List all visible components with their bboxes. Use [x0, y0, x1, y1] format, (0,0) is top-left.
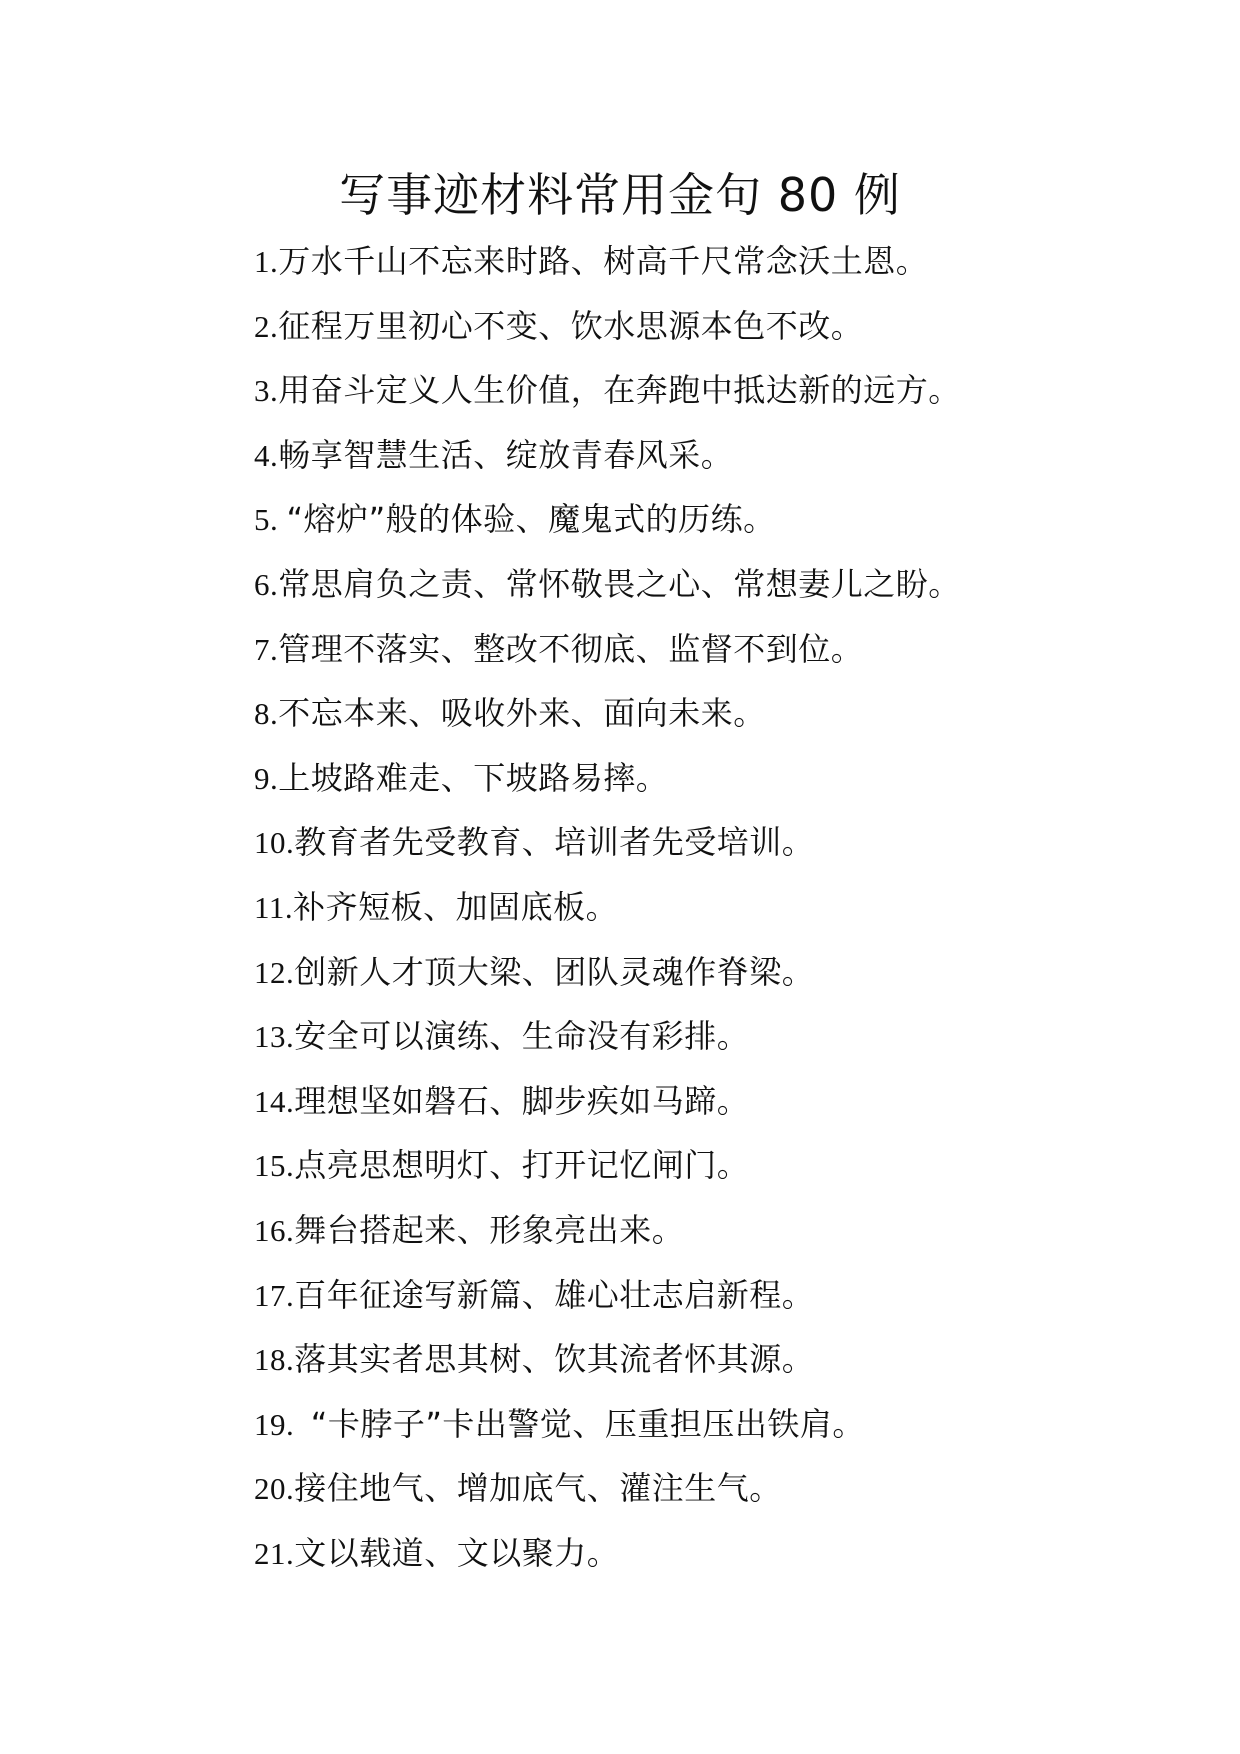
item-number: 20.	[254, 1471, 295, 1507]
item-text: “熔炉”般的体验、魔鬼式的历练。	[286, 500, 776, 539]
item-number: 10.	[254, 825, 295, 861]
item-text: 上坡路难走、下坡路易摔。	[278, 758, 669, 797]
list-item	[254, 559, 1214, 624]
item-text: 畅享智慧生活、绽放青春风采。	[278, 435, 734, 474]
item-number: 12.	[254, 954, 295, 990]
item-number: 18.	[254, 1342, 295, 1378]
list-item	[254, 624, 1214, 689]
list-item	[254, 1270, 1214, 1335]
list-item	[254, 882, 1214, 947]
list-item	[254, 1334, 1214, 1399]
item-text: 百年征途写新篇、雄心壮志启新程。	[294, 1275, 815, 1314]
list-item	[254, 753, 1214, 818]
item-number: 5.	[254, 502, 287, 538]
item-number: 2.	[254, 308, 279, 344]
item-text: “卡脖子”卡出警觉、压重担压出铁肩。	[310, 1404, 865, 1443]
list-item	[254, 688, 1214, 753]
quote-list	[254, 236, 1214, 1592]
item-text: 补齐短板、加固底板。	[293, 887, 619, 926]
item-text: 用奋斗定义人生价值，在奔跑中抵达新的远方。	[278, 371, 961, 410]
item-number: 4.	[254, 437, 279, 473]
item-text: 创新人才顶大梁、团队灵魂作脊梁。	[294, 952, 815, 991]
list-item	[254, 1140, 1214, 1205]
item-number: 9.	[254, 760, 279, 796]
item-text: 管理不落实、整改不彻底、监督不到位。	[278, 629, 864, 668]
item-text: 教育者先受教育、培训者先受培训。	[294, 823, 815, 862]
item-number: 8.	[254, 696, 279, 732]
item-text: 安全可以演练、生命没有彩排。	[294, 1017, 750, 1056]
item-text: 舞台搭起来、形象亮出来。	[294, 1210, 685, 1249]
item-number: 1.	[254, 244, 279, 279]
item-text: 常思肩负之责、常怀敬畏之心、常想妻儿之盼。	[278, 564, 961, 603]
item-text: 点亮思想明灯、打开记忆闸门。	[294, 1146, 750, 1185]
list-item	[254, 365, 1214, 430]
list-item	[254, 1528, 1214, 1593]
item-number: 6.	[254, 566, 279, 602]
item-number: 15.	[254, 1148, 295, 1184]
item-text: 征程万里初心不变、饮水思源本色不改。	[278, 306, 864, 345]
item-number: 16.	[254, 1212, 295, 1248]
list-item	[254, 430, 1214, 495]
list-item	[254, 1011, 1214, 1076]
document-title: 写事迹材料常用金句 80 例	[339, 168, 901, 222]
list-item	[254, 494, 1214, 559]
list-item	[254, 1399, 1214, 1464]
item-text: 文以载道、文以聚力。	[294, 1533, 620, 1572]
item-number: 13.	[254, 1019, 295, 1055]
item-number: 17.	[254, 1277, 295, 1313]
item-text: 接住地气、增加底气、灌注生气。	[294, 1469, 782, 1508]
item-number: 11.	[254, 889, 294, 925]
list-item	[254, 817, 1214, 882]
item-text: 落其实者思其树、饮其流者怀其源。	[294, 1340, 815, 1379]
item-number: 14.	[254, 1083, 295, 1119]
item-text: 万水千山不忘来时路、树高千尺常念沃土恩。	[278, 242, 929, 280]
list-item	[254, 236, 1214, 301]
item-number: 7.	[254, 631, 279, 667]
item-text: 不忘本来、吸收外来、面向未来。	[278, 694, 766, 733]
list-item	[254, 301, 1214, 366]
item-number: 3.	[254, 373, 279, 409]
list-item	[254, 1205, 1214, 1270]
item-number: 19.	[254, 1406, 311, 1442]
list-item	[254, 1076, 1214, 1141]
list-item	[254, 947, 1214, 1012]
item-text: 理想坚如磐石、脚步疾如马蹄。	[294, 1081, 750, 1120]
list-item	[254, 1463, 1214, 1528]
item-number: 21.	[254, 1535, 295, 1571]
